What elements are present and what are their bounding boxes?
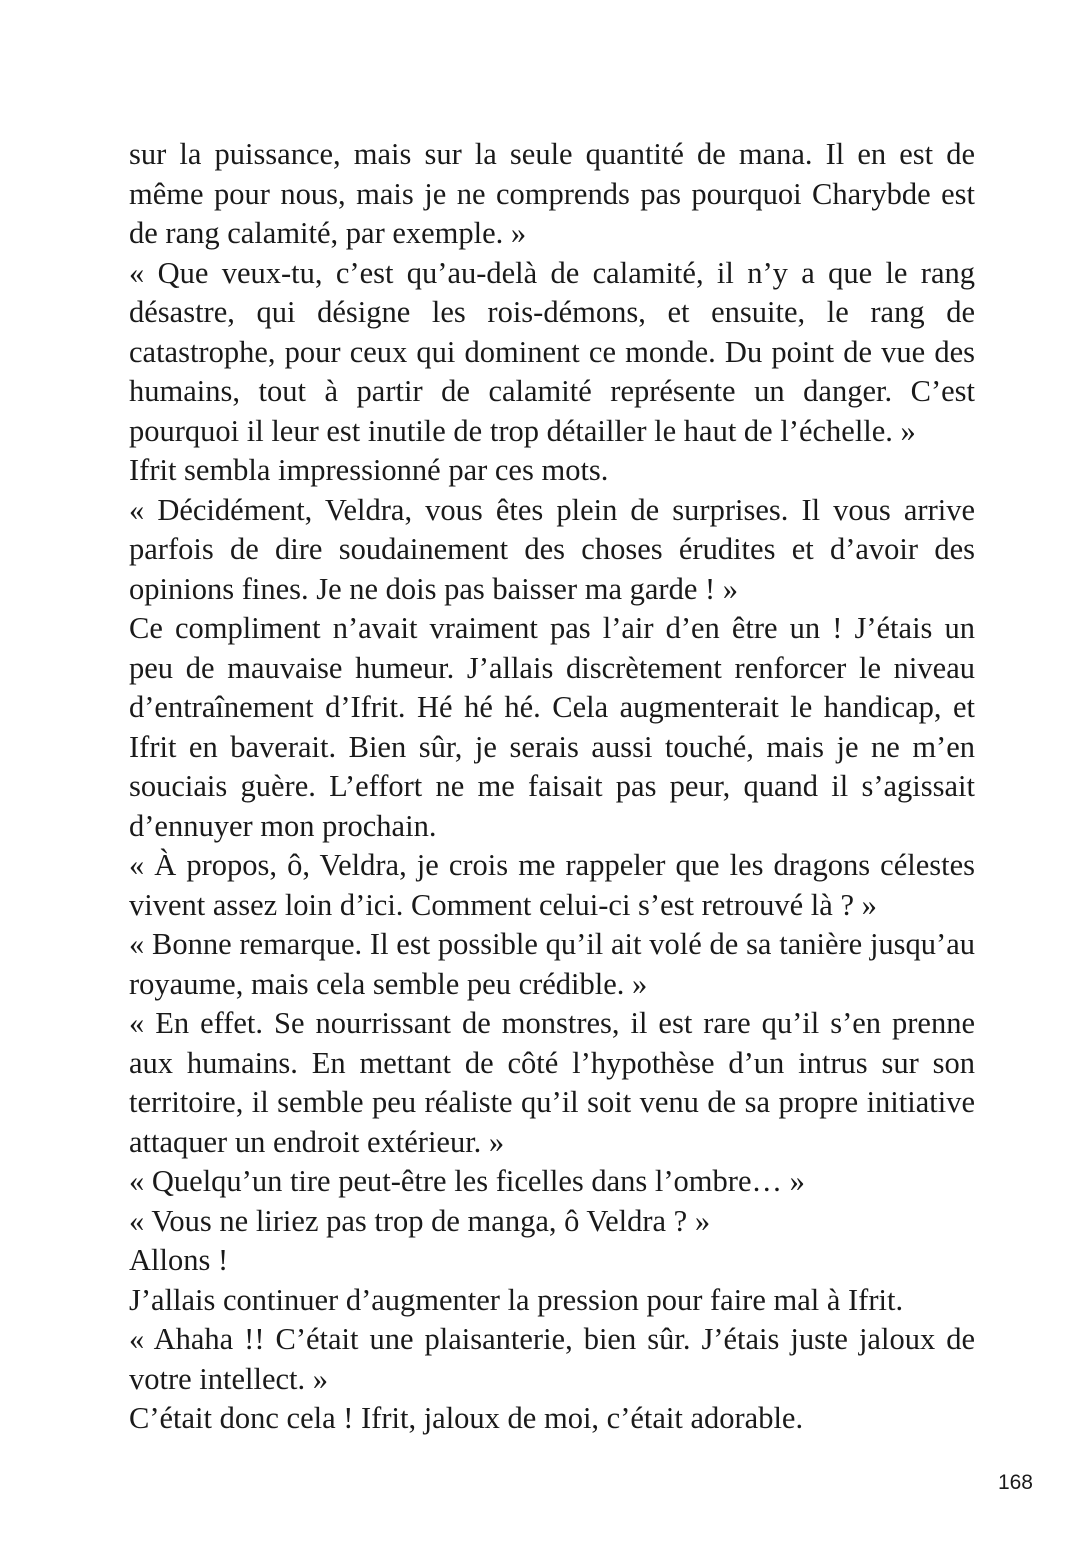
paragraph: « À propos, ô, Veldra, je crois me rappeler que les dragons célestes vivent assez loin d’ici. Comment celui-ci s’est retrouvé là ? » bbox=[129, 848, 975, 922]
paragraph: Ce compliment n’avait vraiment pas l’air d’en être un ! J’étais un peu de mauvaise humeur. J’allais discrètement renforcer le niveau d’entraînement d’Ifrit. Hé hé hé. Cela augmenterait le handicap, et Ifrit en baverait. Bien sûr, je serais aussi touché, mais je ne m’en souciais guère. L’effort ne me faisait pas peur, quand il s’agissait d’ennuyer mon prochain. bbox=[129, 611, 975, 843]
paragraph: « Vous ne liriez pas trop de manga, ô Veldra ? » bbox=[129, 1203, 711, 1238]
paragraph: « Que veux-tu, c’est qu’au-delà de calamité, il n’y a que le rang désastre, qui désigne les rois-démons, et ensuite, le rang de catastrophe, pour ceux qui dominent ce monde. Du point de vue des humains, tout à partir de calamité représente un danger. C’est pourquoi il leur est inutile de trop détailler le haut de l’échelle. » bbox=[129, 255, 975, 448]
paragraph: « Bonne remarque. Il est possible qu’il ait volé de sa tanière jusqu’au royaume, mais cela semble peu crédible. » bbox=[129, 927, 975, 1001]
paragraph: « Quelqu’un tire peut-être les ficelles dans l’ombre… » bbox=[129, 1164, 805, 1198]
page-number: 168 bbox=[997, 1471, 1033, 1494]
paragraph: « Ahaha !! C’était une plaisanterie, bien sûr. J’étais juste jaloux de votre intellect. » bbox=[129, 1322, 975, 1396]
paragraph: « Décidément, Veldra, vous êtes plein de surprises. Il vous arrive parfois de dire soudainement des choses érudites et d’avoir des opinions fines. Je ne dois pas baisser ma garde ! » bbox=[129, 492, 975, 606]
paragraph: Allons ! bbox=[129, 1243, 229, 1277]
paragraph: Ifrit sembla impressionné par ces mots. bbox=[129, 453, 609, 487]
paragraph: C’était donc cela ! Ifrit, jaloux de moi, c’était adorable. bbox=[129, 1401, 804, 1435]
paragraph: sur la puissance, mais sur la seule quantité de mana. Il en est de même pour nous, mais je ne comprends pas pourquoi Charybde est de rang calamité, par exemple. » bbox=[129, 137, 975, 250]
body-text bbox=[129, 135, 975, 1439]
paragraph: « En effet. Se nourrissant de monstres, il est rare qu’il s’en prenne aux humains. En mettant de côté l’hypothèse d’un intrus sur son territoire, il semble peu réaliste qu’il soit venu de sa propre initiative attaquer un endroit extérieur. » bbox=[129, 1006, 975, 1159]
paragraph: J’allais continuer d’augmenter la pression pour faire mal à Ifrit. bbox=[129, 1282, 904, 1317]
